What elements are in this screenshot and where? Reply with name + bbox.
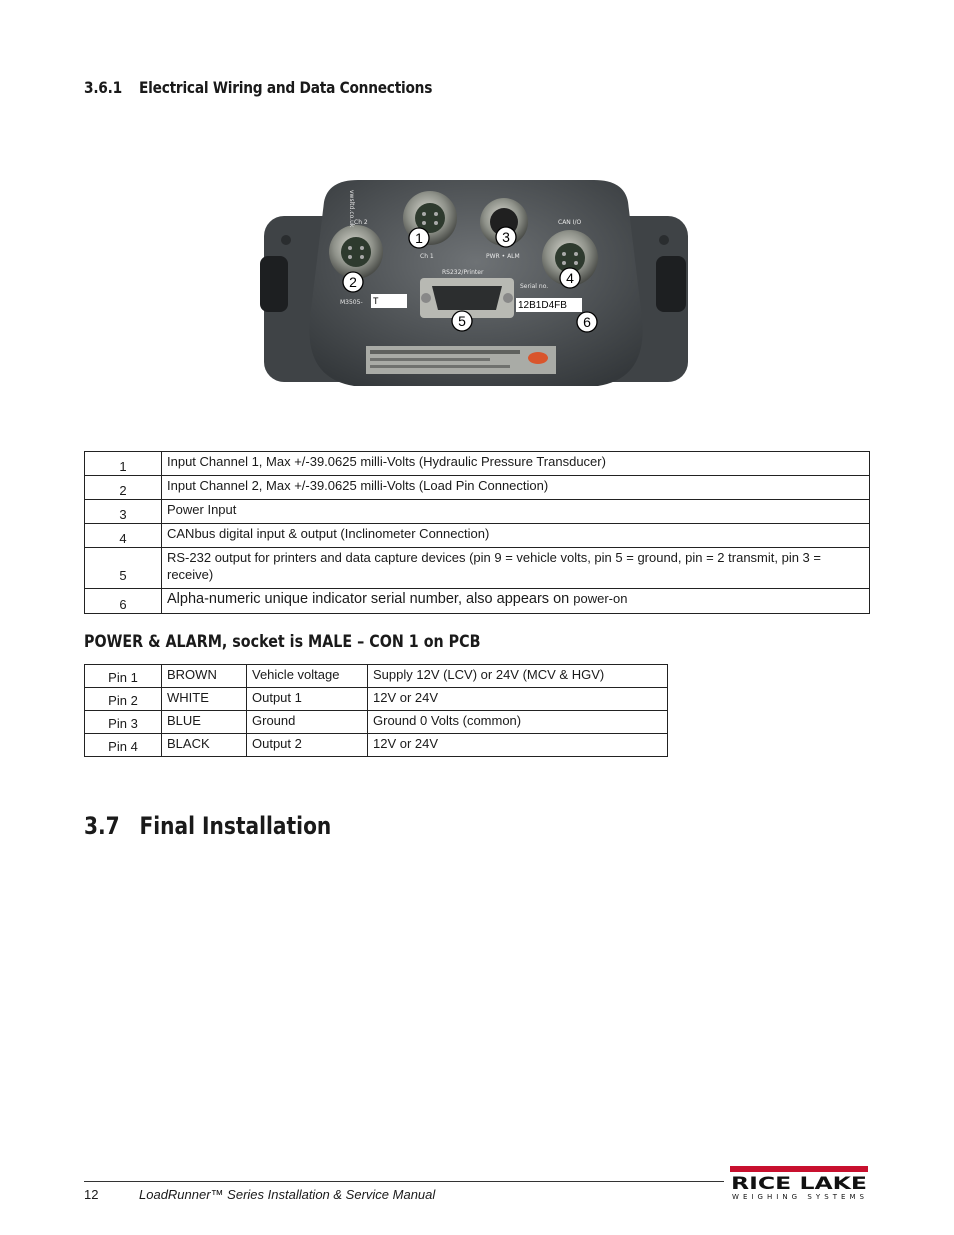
label-serial: Serial no. xyxy=(520,283,549,290)
conn-desc: Input Channel 1, Max +/-39.0625 milli-Volts (Hydraulic Pressure Transducer) xyxy=(162,452,870,476)
callout-1 xyxy=(409,228,429,248)
label-model: M3505- xyxy=(340,299,363,306)
label-ch1: Ch 1 xyxy=(420,253,434,260)
svg-text:2: 2 xyxy=(349,274,357,290)
product-label-plate xyxy=(366,346,556,374)
conn-number: 2 xyxy=(85,476,162,500)
connections-table xyxy=(84,451,870,614)
conn-desc: Power Input xyxy=(162,500,870,524)
main-section-number: 3.7 xyxy=(84,812,120,840)
table-row xyxy=(85,476,870,500)
knob-right xyxy=(656,256,686,312)
serial-value: 12B1D4FB xyxy=(518,300,567,311)
pin-function: Output 1 xyxy=(247,688,368,711)
conn-desc: RS-232 output for printers and data capture devices (pin 9 = vehicle volts, pin 5 = ground, pin = 2 transmit, pin 3 = receive) xyxy=(162,548,870,589)
pin-value: Ground 0 Volts (common) xyxy=(368,711,668,734)
conn-desc: CANbus digital input & output (Inclinometer Connection) xyxy=(162,524,870,548)
table-row xyxy=(85,589,870,614)
pin-value: 12V or 24V xyxy=(368,688,668,711)
callout-2 xyxy=(343,272,363,292)
logo-red-bar xyxy=(730,1166,868,1172)
pin-number: Pin 3 xyxy=(85,711,162,734)
pin-table xyxy=(84,664,668,757)
table-row xyxy=(85,688,668,711)
conn-number: 5 xyxy=(85,548,162,589)
pin-number: Pin 4 xyxy=(85,734,162,757)
label-ch2: Ch 2 xyxy=(354,219,368,226)
table-row xyxy=(85,548,870,589)
pin-value: 12V or 24V xyxy=(368,734,668,757)
logo-top-text: RICE LAKE xyxy=(731,1174,867,1194)
footer-rule xyxy=(84,1181,724,1182)
main-section-heading xyxy=(84,812,331,840)
logo-bottom-text: WEIGHING SYSTEMS xyxy=(732,1193,864,1201)
pin-color: WHITE xyxy=(162,688,247,711)
pin-color: BLUE xyxy=(162,711,247,734)
pin-function: Ground xyxy=(247,711,368,734)
pin-number: Pin 1 xyxy=(85,665,162,688)
pin-function: Vehicle voltage xyxy=(247,665,368,688)
conn-desc-small: power-on xyxy=(573,591,628,606)
callout-3 xyxy=(496,227,516,247)
label-web: vwsltd.co.uk xyxy=(348,190,355,228)
svg-text:5: 5 xyxy=(458,313,466,329)
manual-title: LoadRunner™ Series Installation & Service Manual xyxy=(139,1187,436,1202)
label-canio: CAN I/O xyxy=(558,219,582,226)
label-pwr: PWR • ALM xyxy=(486,253,520,260)
table-row xyxy=(85,452,870,476)
svg-text:4: 4 xyxy=(566,270,574,286)
page-number: 12 xyxy=(84,1187,99,1202)
svg-text:1: 1 xyxy=(415,230,423,246)
conn-number: 4 xyxy=(85,524,162,548)
table-row xyxy=(85,500,870,524)
section-heading xyxy=(84,78,432,97)
conn-number: 1 xyxy=(85,452,162,476)
callout-6 xyxy=(577,312,597,332)
table-row xyxy=(85,524,870,548)
device-photo xyxy=(258,178,694,406)
model-value: T xyxy=(373,296,379,306)
svg-text:3: 3 xyxy=(502,229,510,245)
svg-text:6: 6 xyxy=(583,314,591,330)
section-number: 3.6.1 xyxy=(84,78,122,97)
conn-desc-main: Alpha-numeric unique indicator serial number, also appears on xyxy=(167,591,570,607)
rice-lake-logo xyxy=(730,1166,868,1202)
callout-5 xyxy=(452,311,472,331)
pin-color: BLACK xyxy=(162,734,247,757)
pin-function: Output 2 xyxy=(247,734,368,757)
table-row xyxy=(85,734,668,757)
pin-color: BROWN xyxy=(162,665,247,688)
power-alarm-heading: POWER & ALARM, socket is MALE – CON 1 on PCB xyxy=(84,632,481,652)
section-title: Electrical Wiring and Data Connections xyxy=(139,78,433,97)
conn-desc xyxy=(162,589,870,614)
conn-desc: Input Channel 2, Max +/-39.0625 milli-Volts (Load Pin Connection) xyxy=(162,476,870,500)
table-row xyxy=(85,665,668,688)
label-rs232: RS232/Printer xyxy=(442,269,484,276)
knob-left xyxy=(260,256,288,312)
pin-value: Supply 12V (LCV) or 24V (MCV & HGV) xyxy=(368,665,668,688)
conn-number: 6 xyxy=(85,589,162,614)
conn-number: 3 xyxy=(85,500,162,524)
main-section-title: Final Installation xyxy=(139,812,332,840)
table-row xyxy=(85,711,668,734)
connector-ch2 xyxy=(329,225,383,279)
callout-4 xyxy=(560,268,580,288)
pin-number: Pin 2 xyxy=(85,688,162,711)
